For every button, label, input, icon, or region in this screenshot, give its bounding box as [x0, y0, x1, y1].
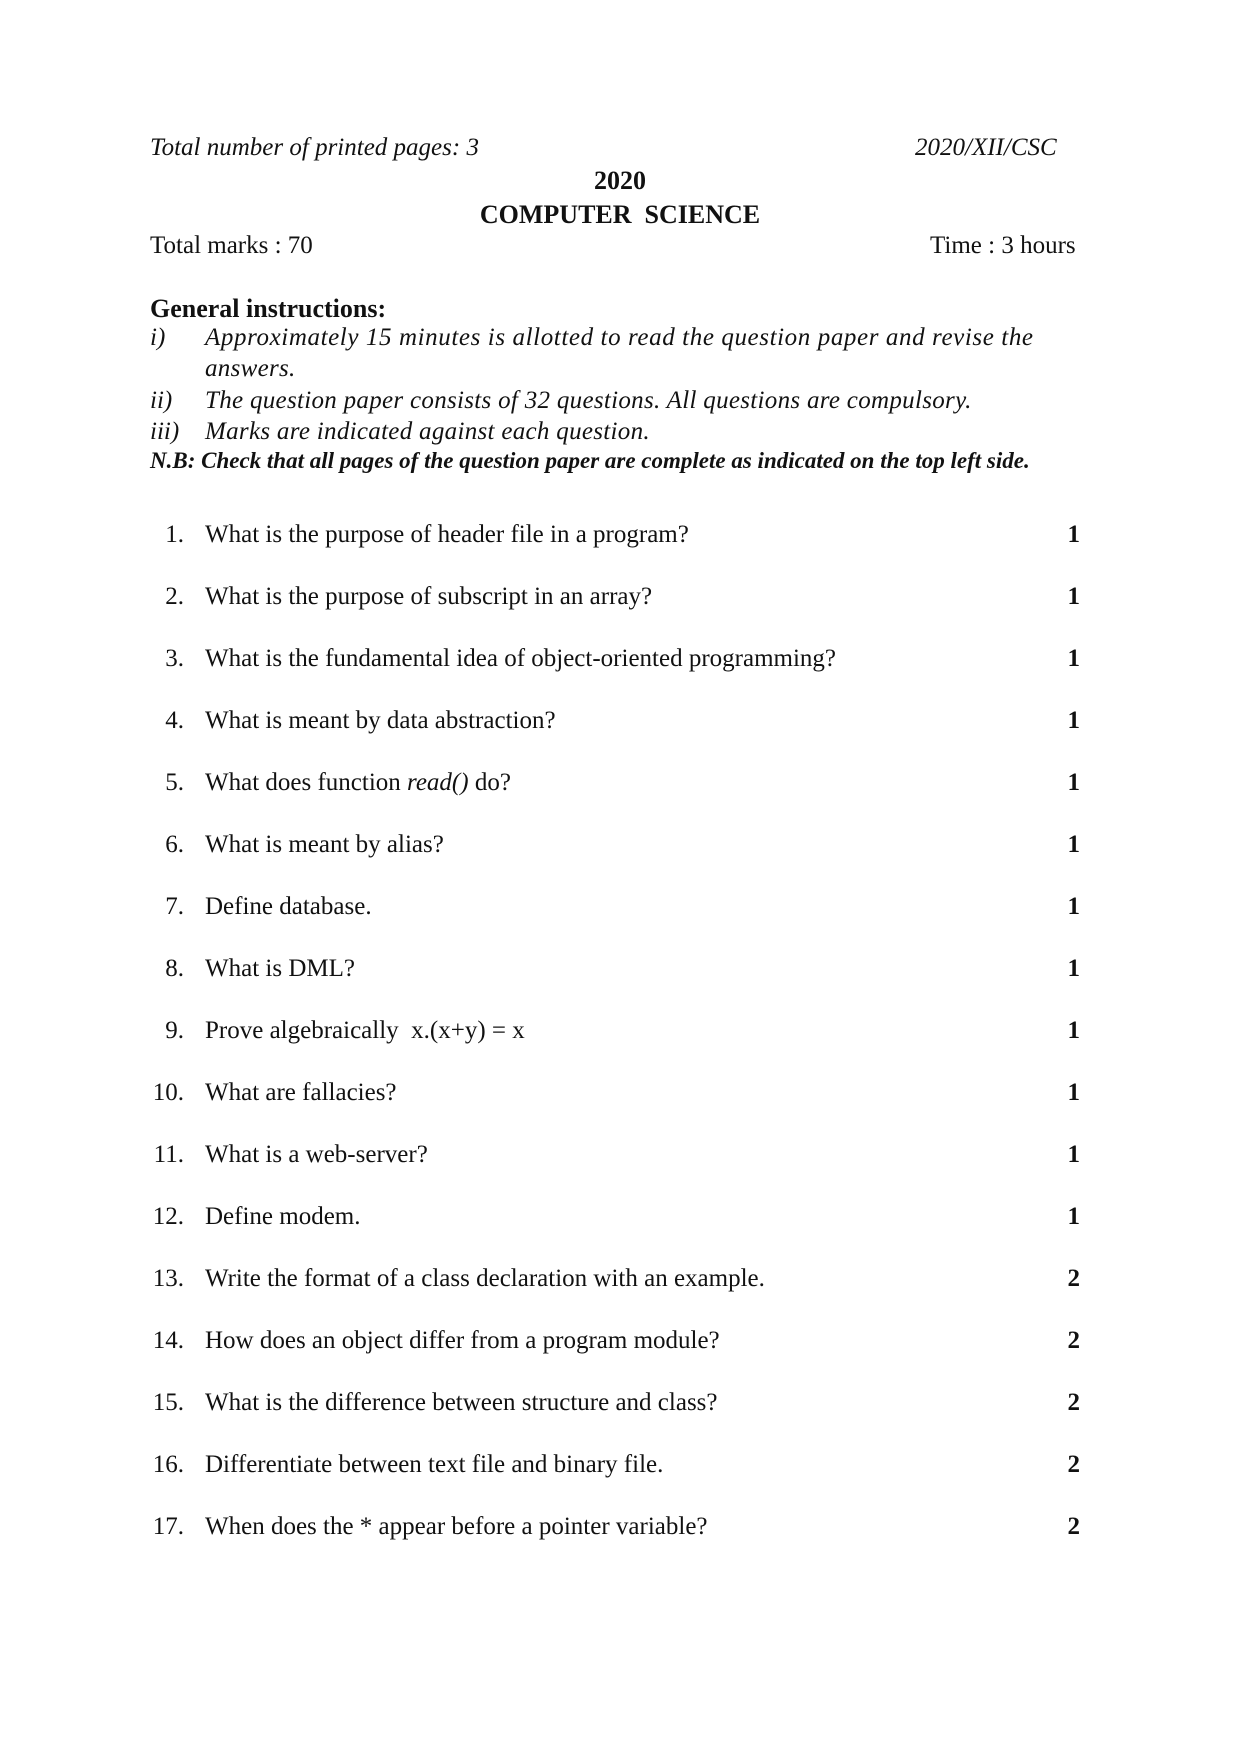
question-marks: 1	[1067, 521, 1080, 548]
question-text: What is the fundamental idea of object-oriented programming?	[205, 645, 837, 672]
question-text	[205, 769, 511, 797]
question-text: Prove algebraically x.(x+y) = x	[205, 1017, 525, 1044]
question-text-pre: What does function	[205, 769, 408, 796]
question-row	[0, 645, 1240, 679]
paper-code: 2020/XII/CSC	[915, 134, 1057, 161]
question-row	[0, 521, 1240, 555]
function-name: read()	[407, 769, 469, 796]
question-marks: 1	[1067, 1203, 1080, 1230]
question-number: 4.	[165, 707, 184, 734]
question-number: 1.	[165, 521, 184, 548]
question-text: What are fallacies?	[205, 1079, 397, 1106]
instruction-text: Marks are indicated against each question.	[205, 418, 650, 445]
question-marks: 1	[1067, 769, 1080, 796]
question-number: 7.	[165, 893, 184, 920]
exam-year: 2020	[594, 166, 646, 195]
question-row	[0, 707, 1240, 741]
question-row	[0, 769, 1240, 803]
question-number: 14.	[152, 1327, 184, 1354]
question-marks: 1	[1067, 583, 1080, 610]
question-text: What is meant by alias?	[205, 831, 444, 858]
time-allowed: Time : 3 hours	[930, 232, 1076, 259]
question-row	[0, 831, 1240, 865]
question-text: What is the difference between structure and class?	[205, 1389, 718, 1416]
question-row	[0, 955, 1240, 989]
question-text: What is DML?	[205, 955, 355, 982]
question-number: 12.	[152, 1203, 184, 1230]
question-row	[0, 893, 1240, 927]
question-number: 11.	[153, 1141, 184, 1168]
subject-title: COMPUTER SCIENCE	[479, 200, 761, 229]
question-text: Write the format of a class declaration with an example.	[205, 1265, 765, 1292]
question-number: 15.	[152, 1389, 184, 1416]
question-text: What is the purpose of subscript in an array?	[205, 583, 653, 610]
question-number: 16.	[152, 1451, 184, 1478]
question-row	[0, 1451, 1240, 1485]
question-text: What is the purpose of header file in a program?	[205, 521, 689, 548]
instruction-text-cont: answers.	[205, 355, 296, 382]
question-row	[0, 1017, 1240, 1051]
question-number: 5.	[165, 769, 184, 796]
question-row	[0, 583, 1240, 617]
question-row	[0, 1265, 1240, 1299]
question-row	[0, 1327, 1240, 1361]
question-number: 6.	[165, 831, 184, 858]
instruction-label: i)	[150, 324, 166, 351]
question-row	[0, 1513, 1240, 1547]
question-number: 9.	[165, 1017, 184, 1044]
question-row	[0, 1389, 1240, 1423]
question-number: 8.	[165, 955, 184, 982]
question-text: When does the * appear before a pointer variable?	[205, 1513, 708, 1540]
question-number: 17.	[152, 1513, 184, 1540]
instruction-text: The question paper consists of 32 questions. All questions are compulsory.	[205, 387, 972, 414]
question-marks: 2	[1067, 1389, 1080, 1416]
question-marks: 1	[1067, 1079, 1080, 1106]
question-text: Differentiate between text file and binary file.	[205, 1451, 664, 1478]
question-marks: 1	[1067, 831, 1080, 858]
question-marks: 1	[1067, 1017, 1080, 1044]
instruction-label: ii)	[150, 387, 173, 414]
question-text: Define database.	[205, 893, 372, 920]
question-text: How does an object differ from a program module?	[205, 1327, 720, 1354]
instructions-heading: General instructions:	[150, 294, 387, 323]
question-marks: 2	[1067, 1265, 1080, 1292]
question-marks: 1	[1067, 893, 1080, 920]
question-number: 3.	[165, 645, 184, 672]
question-text: What is meant by data abstraction?	[205, 707, 556, 734]
question-marks: 2	[1067, 1513, 1080, 1540]
question-number: 10.	[152, 1079, 184, 1106]
printed-pages-note: Total number of printed pages: 3	[150, 134, 479, 161]
total-marks: Total marks : 70	[150, 232, 313, 259]
question-text: What is a web-server?	[205, 1141, 428, 1168]
question-marks: 1	[1067, 1141, 1080, 1168]
question-marks: 2	[1067, 1327, 1080, 1354]
question-marks: 1	[1067, 707, 1080, 734]
question-row	[0, 1141, 1240, 1175]
question-marks: 1	[1067, 645, 1080, 672]
nb-note: N.B: Check that all pages of the question paper are complete as indicated on the top left side.	[150, 448, 1030, 473]
question-row	[0, 1079, 1240, 1113]
instruction-text: Approximately 15 minutes is allotted to read the question paper and revise the	[205, 324, 1034, 351]
question-text-post: do?	[468, 769, 511, 796]
question-marks: 2	[1067, 1451, 1080, 1478]
question-number: 2.	[165, 583, 184, 610]
instruction-label: iii)	[150, 418, 180, 445]
question-text: Define modem.	[205, 1203, 361, 1230]
question-marks: 1	[1067, 955, 1080, 982]
question-row	[0, 1203, 1240, 1237]
question-number: 13.	[152, 1265, 184, 1292]
